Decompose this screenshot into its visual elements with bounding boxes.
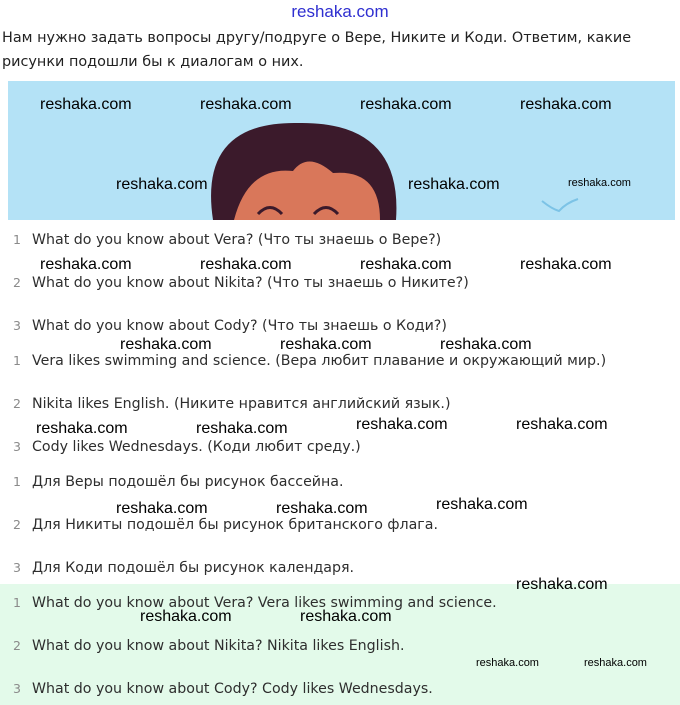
watermark: reshaka.com [408,176,500,193]
watermark: reshaka.com [200,96,292,113]
row-text: Для Веры подошёл бы рисунок бассейна. [32,474,344,490]
row-number: 2 [13,638,21,653]
row-number: 1 [13,353,21,368]
row-text: What do you know about Nikita? (Что ты знаешь о Никите?) [32,275,469,291]
site-title[interactable]: reshaka.com [291,2,389,21]
row-text: Vera likes swimming and science. (Вера любит плавание и окружающий мир.) [32,353,607,369]
row-number: 1 [13,595,21,610]
watermark: reshaka.com [568,177,631,189]
row-number: 2 [13,396,21,411]
intro-paragraph: Нам нужно задать вопросы другу/подруге о Вере, Никите и Коди. Ответим, какие рисунки подошли бы к диалогам о них. [2,30,632,70]
row-number: 3 [13,439,21,454]
picture-row [0,471,680,493]
row-text: Cody likes Wednesdays. (Коди любит среду.) [32,439,361,455]
watermark: reshaka.com [276,500,368,517]
watermark: reshaka.com [300,608,392,625]
dialogue-row [0,678,680,700]
row-text: Для Никиты подошёл бы рисунок британского флага. [32,517,438,533]
row-number: 3 [13,681,21,696]
watermark: reshaka.com [36,420,128,437]
watermark: reshaka.com [360,256,452,273]
row-text: What do you know about Cody? Cody likes Wednesdays. [32,681,433,697]
watermark: reshaka.com [196,420,288,437]
watermark: reshaka.com [280,336,372,353]
row-number: 2 [13,275,21,290]
dialogue-row [0,635,680,657]
watermark: reshaka.com [520,256,612,273]
watermark: reshaka.com [116,500,208,517]
question-row [0,315,680,337]
row-text: What do you know about Vera? (Что ты знаешь о Вере?) [32,232,442,248]
row-number: 3 [13,560,21,575]
answer-row [0,436,680,458]
watermark: reshaka.com [200,256,292,273]
watermark: reshaka.com [476,657,539,669]
watermark: reshaka.com [520,96,612,113]
watermark: reshaka.com [516,576,608,593]
watermark: reshaka.com [40,96,132,113]
watermark: reshaka.com [116,176,208,193]
row-number: 1 [13,232,21,247]
question-row [0,229,680,251]
watermark: reshaka.com [140,608,232,625]
watermark: reshaka.com [360,96,452,113]
watermark: reshaka.com [120,336,212,353]
watermark: reshaka.com [356,416,448,433]
watermark: reshaka.com [436,496,528,513]
row-text: Nikita likes English. (Никите нравится английский язык.) [32,396,451,412]
row-text: What do you know about Vera? Vera likes swimming and science. [32,595,497,611]
row-text: Для Коди подошёл бы рисунок календаря. [32,560,355,576]
row-text: What do you know about Cody? (Что ты знаешь о Коди?) [32,318,447,334]
question-row [0,272,680,294]
answer-row [0,393,680,415]
watermark: reshaka.com [516,416,608,433]
bird-icon [542,199,578,211]
watermark: reshaka.com [584,657,647,669]
watermark: reshaka.com [40,256,132,273]
row-text: What do you know about Nikita? Nikita likes English. [32,638,405,654]
watermark: reshaka.com [440,336,532,353]
row-number: 1 [13,474,21,489]
row-number: 3 [13,318,21,333]
row-number: 2 [13,517,21,532]
